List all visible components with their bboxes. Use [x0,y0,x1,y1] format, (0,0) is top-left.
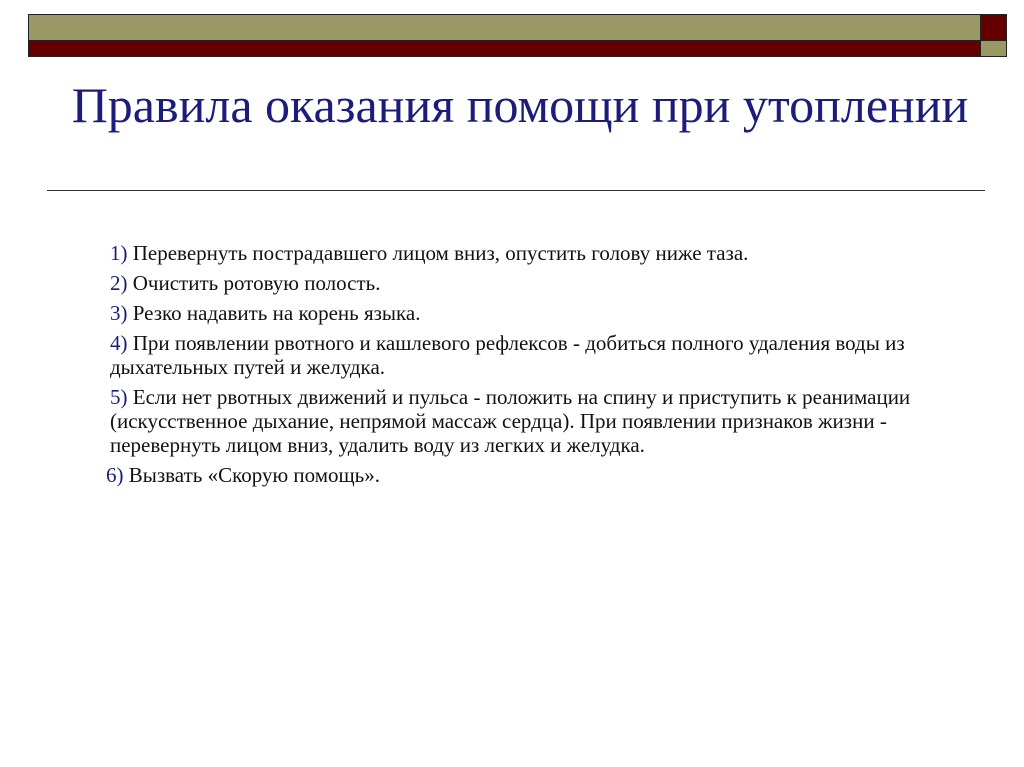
item-number: 4) [110,331,128,355]
item-number: 3) [110,301,128,325]
item-number: 1) [110,241,128,265]
rules-list [106,241,936,493]
item-text: При появлении рвотного и кашлевого рефлексов - добиться полного удаления воды из дыхательных путей и желудка. [110,331,905,379]
list-item [106,301,936,325]
list-item [106,463,936,487]
header-bar-maroon [28,40,981,57]
title-divider [47,190,985,191]
list-item [106,331,936,379]
item-text: Перевернуть пострадавшего лицом вниз, опустить голову ниже таза. [132,241,749,265]
header-square-maroon [980,14,1007,41]
header-bar-olive [28,14,981,41]
list-item [106,241,936,265]
item-text: Вызвать «Скорую помощь». [128,463,381,487]
item-number: 6) [106,463,124,487]
item-number: 5) [110,385,128,409]
item-text: Очистить ротовую полость. [132,271,381,295]
header-square-olive [980,40,1007,57]
slide-title: Правила оказания помощи при утоплении [71,77,969,133]
list-item [106,385,936,457]
item-number: 2) [110,271,128,295]
list-item [106,271,936,295]
item-text: Если нет рвотных движений и пульса - положить на спину и приступить к реанимации (искусственное дыхание, непрямой массаж сердца). При появлении признаков жизни - перевернуть лицом вниз, удалить воду из легких и желудка. [110,385,911,457]
item-text: Резко надавить на корень языка. [132,301,421,325]
